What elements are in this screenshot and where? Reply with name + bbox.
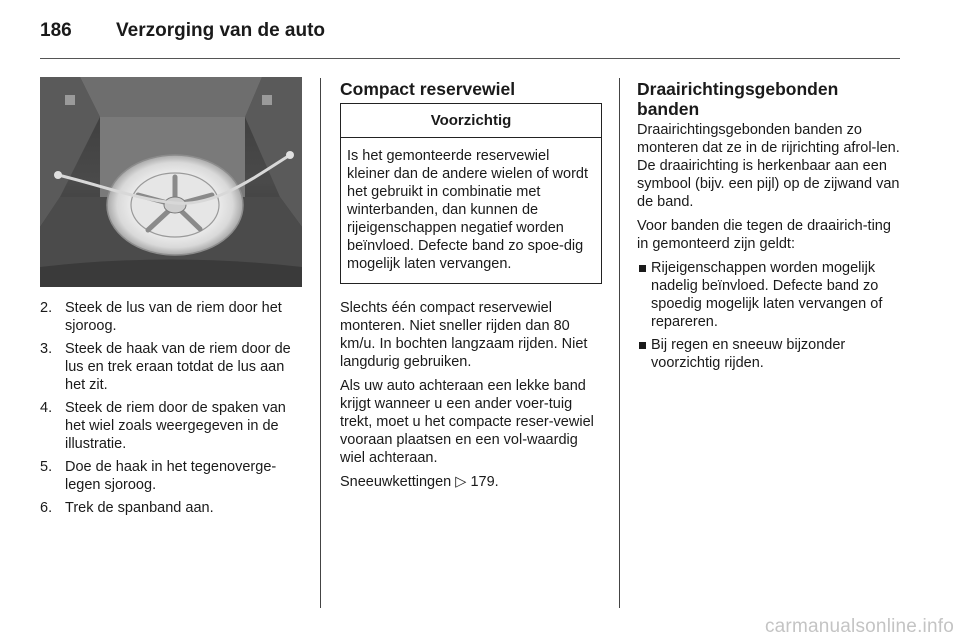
trunk-illustration-svg [40,77,302,287]
instruction-steps [40,299,302,517]
watermark: carmanualsonline.info [764,616,954,637]
column-separator [320,78,321,608]
caution-box [340,103,602,284]
paragraph: Als uw auto achteraan een lekke band krijgt wanneer u een ander voer-tuig trekt, moet u het compacte reser-vewiel vooraan plaatsen en een vol-waardig wiel achteraan. [340,378,594,466]
column-separator [619,78,620,608]
caution-title: Voorzichtig [341,104,601,138]
list-item: 6. Trek de spanband aan. [40,500,214,516]
page-header [40,20,325,46]
list-item: 4. Steek de riem door de spaken van het wiel zoals weergegeven in de illustratie. [40,400,286,452]
column-left [40,77,302,522]
section-heading-directional-tyres: Draairichtingsgebonden banden [637,79,839,119]
cross-reference-label: Sneeuwkettingen [340,474,452,490]
bullet-square-icon [637,259,651,331]
caution-text: Is het gemonteerde reservewiel kleiner dan de andere wielen of wordt het gebruikt in combinatie met winterbanden, dan kunnen de rijeigenschappen negatief worden beïnvloed. Defecte band zo spoe-dig mogelijk laten vervangen. [347,148,589,272]
list-item: Rijeigenschappen worden mogelijk nadelig beïnvloed. Defecte band zo spoedig mogelijk laten vervangen of repareren. [637,259,902,331]
page-title: Verzorging van de auto [116,20,326,41]
paragraph: Voor banden die tegen de draairich-ting in gemonteerd zijn geldt: [637,218,891,252]
spare-wheel-strap-illustration [40,77,302,287]
list-item: 2. Steek de lus van de riem door het sjoroog. [40,300,282,334]
header-rule [40,58,900,59]
cross-reference[interactable] [340,473,602,491]
page-number: 186 [40,20,72,41]
bullet-square-icon [637,336,651,372]
list-item: 5. Doe de haak in het tegenoverge-legen sjoroog. [40,459,277,493]
column-middle [340,79,602,491]
paragraph: Draairichtingsgebonden banden zo monteren dat ze in de rijrichting afrol-len. De draairichting is herkenbaar aan een symbool (bijv. een pijl) op de zijwand van de band. [637,122,900,210]
section-heading-compact-spare: Compact reservewiel [340,79,516,99]
list-item: Bij regen en sneeuw bijzonder voorzichtig rijden. [637,336,902,372]
bullet-list [637,259,902,372]
paragraph: Slechts één compact reservewiel monteren. Niet sneller rijden dan 80 km/u. In bochten langzaam rijden. Niet langdurig gebruiken. [340,300,588,370]
list-item: 3. Steek de haak van de riem door de lus en trek eraan totdat de lus aan het zit. [40,341,291,393]
cross-reference-page: 179. [470,474,499,490]
reference-arrow-icon: ▷ [455,474,467,490]
column-right [637,79,902,377]
